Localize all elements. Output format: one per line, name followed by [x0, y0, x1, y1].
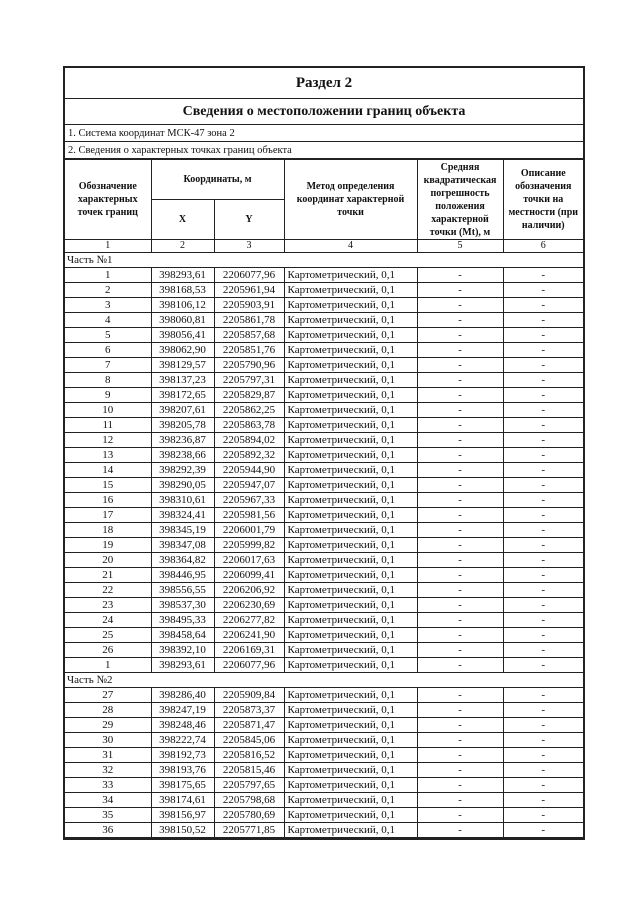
column-number: 1 [65, 240, 151, 253]
description-cell: - [503, 598, 583, 613]
description-cell: - [503, 508, 583, 523]
method-cell: Картометрический, 0,1 [284, 508, 417, 523]
error-cell: - [417, 478, 503, 493]
column-number: 6 [503, 240, 583, 253]
error-cell: - [417, 778, 503, 793]
method-cell: Картометрический, 0,1 [284, 628, 417, 643]
column-number: 4 [284, 240, 417, 253]
table-row [65, 748, 583, 763]
error-cell: - [417, 763, 503, 778]
coord-x: 398137,23 [151, 373, 214, 388]
column-number-row [65, 240, 583, 253]
point-number: 19 [65, 538, 151, 553]
table-row [65, 718, 583, 733]
method-cell: Картометрический, 0,1 [284, 463, 417, 478]
table-row [65, 403, 583, 418]
method-cell: Картометрический, 0,1 [284, 553, 417, 568]
coord-x: 398192,73 [151, 748, 214, 763]
description-cell: - [503, 418, 583, 433]
error-cell: - [417, 718, 503, 733]
table-row [65, 433, 583, 448]
coord-y: 2206001,79 [214, 523, 284, 538]
coord-x: 398446,95 [151, 568, 214, 583]
coord-y: 2205903,91 [214, 298, 284, 313]
error-cell: - [417, 793, 503, 808]
description-cell: - [503, 778, 583, 793]
table-row [65, 343, 583, 358]
coord-x: 398207,61 [151, 403, 214, 418]
table-row [65, 553, 583, 568]
part-label: Часть №2 [65, 673, 583, 688]
description-cell: - [503, 343, 583, 358]
point-number: 21 [65, 568, 151, 583]
coord-x: 398106,12 [151, 298, 214, 313]
method-cell: Картометрический, 0,1 [284, 358, 417, 373]
point-number: 4 [65, 313, 151, 328]
table-row [65, 448, 583, 463]
point-number: 36 [65, 823, 151, 838]
method-cell: Картометрический, 0,1 [284, 523, 417, 538]
description-cell: - [503, 523, 583, 538]
table-row [65, 568, 583, 583]
method-cell: Картометрический, 0,1 [284, 388, 417, 403]
point-number: 20 [65, 553, 151, 568]
point-number: 35 [65, 808, 151, 823]
coord-y: 2205861,78 [214, 313, 284, 328]
part-header-row [65, 253, 583, 268]
coord-y: 2206241,90 [214, 628, 284, 643]
description-cell: - [503, 478, 583, 493]
method-cell: Картометрический, 0,1 [284, 808, 417, 823]
coord-x: 398292,39 [151, 463, 214, 478]
coord-y: 2205947,07 [214, 478, 284, 493]
table-row [65, 778, 583, 793]
error-cell: - [417, 298, 503, 313]
point-number: 12 [65, 433, 151, 448]
coord-x: 398174,61 [151, 793, 214, 808]
error-cell: - [417, 823, 503, 838]
description-cell: - [503, 688, 583, 703]
point-number: 29 [65, 718, 151, 733]
description-cell: - [503, 583, 583, 598]
coord-x: 398310,61 [151, 493, 214, 508]
table-row [65, 523, 583, 538]
table-row [65, 283, 583, 298]
header-error: Средняя квадратическая погрешность положения характерной точки (Mt), м [417, 160, 503, 240]
point-number: 17 [65, 508, 151, 523]
coord-x: 398286,40 [151, 688, 214, 703]
point-number: 14 [65, 463, 151, 478]
error-cell: - [417, 493, 503, 508]
coord-y: 2205797,65 [214, 778, 284, 793]
point-number: 7 [65, 358, 151, 373]
coord-x: 398248,46 [151, 718, 214, 733]
error-cell: - [417, 358, 503, 373]
coord-y: 2205790,96 [214, 358, 284, 373]
coord-x: 398156,97 [151, 808, 214, 823]
point-number: 18 [65, 523, 151, 538]
point-number: 9 [65, 388, 151, 403]
method-cell: Картометрический, 0,1 [284, 328, 417, 343]
coord-y: 2205815,46 [214, 763, 284, 778]
part-label: Часть №1 [65, 253, 583, 268]
coord-x: 398056,41 [151, 328, 214, 343]
error-cell: - [417, 643, 503, 658]
coord-y: 2205909,84 [214, 688, 284, 703]
coord-y: 2205829,87 [214, 388, 284, 403]
description-cell: - [503, 568, 583, 583]
method-cell: Картометрический, 0,1 [284, 748, 417, 763]
table-row [65, 463, 583, 478]
coord-y: 2205863,78 [214, 418, 284, 433]
coord-x: 398168,53 [151, 283, 214, 298]
coord-y: 2206277,82 [214, 613, 284, 628]
coord-x: 398290,05 [151, 478, 214, 493]
error-cell: - [417, 748, 503, 763]
coord-y: 2206077,96 [214, 658, 284, 673]
coord-y: 2206206,92 [214, 583, 284, 598]
description-cell: - [503, 313, 583, 328]
error-cell: - [417, 583, 503, 598]
coord-x: 398458,64 [151, 628, 214, 643]
column-number: 3 [214, 240, 284, 253]
error-cell: - [417, 268, 503, 283]
coord-y: 2205873,37 [214, 703, 284, 718]
point-number: 32 [65, 763, 151, 778]
coord-x: 398062,90 [151, 343, 214, 358]
method-cell: Картометрический, 0,1 [284, 343, 417, 358]
section-title: Раздел 2 [65, 68, 583, 99]
error-cell: - [417, 568, 503, 583]
description-cell: - [503, 823, 583, 838]
point-number: 34 [65, 793, 151, 808]
description-cell: - [503, 403, 583, 418]
error-cell: - [417, 373, 503, 388]
error-cell: - [417, 733, 503, 748]
method-cell: Картометрический, 0,1 [284, 643, 417, 658]
coordinate-system-line: 1. Система координат МСК-47 зона 2 [65, 125, 583, 142]
table-row [65, 613, 583, 628]
coord-x: 398556,55 [151, 583, 214, 598]
point-number: 1 [65, 658, 151, 673]
point-number: 28 [65, 703, 151, 718]
method-cell: Картометрический, 0,1 [284, 778, 417, 793]
header-method: Метод определения координат характерной точки [284, 160, 417, 240]
point-number: 2 [65, 283, 151, 298]
table-row [65, 793, 583, 808]
point-number: 26 [65, 643, 151, 658]
method-cell: Картометрический, 0,1 [284, 418, 417, 433]
table-row [65, 733, 583, 748]
boundary-points-table [65, 159, 583, 838]
description-cell: - [503, 628, 583, 643]
method-cell: Картометрический, 0,1 [284, 823, 417, 838]
coord-y: 2205894,02 [214, 433, 284, 448]
table-body [65, 253, 583, 838]
point-number: 27 [65, 688, 151, 703]
coord-y: 2206099,41 [214, 568, 284, 583]
point-number: 3 [65, 298, 151, 313]
error-cell: - [417, 613, 503, 628]
point-number: 8 [65, 373, 151, 388]
coord-x: 398172,65 [151, 388, 214, 403]
coord-y: 2206017,63 [214, 553, 284, 568]
coord-x: 398150,52 [151, 823, 214, 838]
document-page [63, 66, 585, 840]
method-cell: Картометрический, 0,1 [284, 703, 417, 718]
method-cell: Картометрический, 0,1 [284, 373, 417, 388]
point-number: 10 [65, 403, 151, 418]
method-cell: Картометрический, 0,1 [284, 448, 417, 463]
point-number: 6 [65, 343, 151, 358]
coord-y: 2205780,69 [214, 808, 284, 823]
coord-y: 2206169,31 [214, 643, 284, 658]
table-row [65, 643, 583, 658]
coord-y: 2205871,47 [214, 718, 284, 733]
description-cell: - [503, 718, 583, 733]
method-cell: Картометрический, 0,1 [284, 658, 417, 673]
coord-y: 2206230,69 [214, 598, 284, 613]
error-cell: - [417, 658, 503, 673]
table-row [65, 598, 583, 613]
description-cell: - [503, 268, 583, 283]
coord-x: 398345,19 [151, 523, 214, 538]
table-row [65, 313, 583, 328]
error-cell: - [417, 448, 503, 463]
coord-y: 2205862,25 [214, 403, 284, 418]
coord-y: 2205851,76 [214, 343, 284, 358]
description-cell: - [503, 763, 583, 778]
table-row [65, 418, 583, 433]
error-cell: - [417, 598, 503, 613]
description-cell: - [503, 463, 583, 478]
column-number: 2 [151, 240, 214, 253]
point-number: 33 [65, 778, 151, 793]
error-cell: - [417, 538, 503, 553]
error-cell: - [417, 343, 503, 358]
description-cell: - [503, 283, 583, 298]
coord-y: 2205967,33 [214, 493, 284, 508]
description-cell: - [503, 433, 583, 448]
error-cell: - [417, 433, 503, 448]
method-cell: Картометрический, 0,1 [284, 598, 417, 613]
table-row [65, 268, 583, 283]
table-row [65, 358, 583, 373]
method-cell: Картометрический, 0,1 [284, 493, 417, 508]
point-number: 31 [65, 748, 151, 763]
table-row [65, 808, 583, 823]
method-cell: Картометрический, 0,1 [284, 718, 417, 733]
method-cell: Картометрический, 0,1 [284, 283, 417, 298]
coord-x: 398236,87 [151, 433, 214, 448]
description-cell: - [503, 748, 583, 763]
table-row [65, 478, 583, 493]
column-number: 5 [417, 240, 503, 253]
point-number: 24 [65, 613, 151, 628]
table-row [65, 508, 583, 523]
description-cell: - [503, 658, 583, 673]
coord-x: 398392,10 [151, 643, 214, 658]
point-number: 15 [65, 478, 151, 493]
coord-y: 2205981,56 [214, 508, 284, 523]
coord-x: 398247,19 [151, 703, 214, 718]
coord-x: 398293,61 [151, 268, 214, 283]
coord-x: 398537,30 [151, 598, 214, 613]
coord-x: 398060,81 [151, 313, 214, 328]
header-x: X [151, 200, 214, 240]
table-row [65, 583, 583, 598]
coord-x: 398222,74 [151, 733, 214, 748]
coord-x: 398205,78 [151, 418, 214, 433]
coord-y: 2205845,06 [214, 733, 284, 748]
header-designation: Обозначение характерных точек границ [65, 160, 151, 240]
coord-y: 2205961,94 [214, 283, 284, 298]
error-cell: - [417, 283, 503, 298]
coord-y: 2205797,31 [214, 373, 284, 388]
method-cell: Картометрический, 0,1 [284, 583, 417, 598]
point-number: 30 [65, 733, 151, 748]
coord-x: 398193,76 [151, 763, 214, 778]
part-header-row [65, 673, 583, 688]
description-cell: - [503, 793, 583, 808]
coord-x: 398293,61 [151, 658, 214, 673]
description-cell: - [503, 388, 583, 403]
point-number: 1 [65, 268, 151, 283]
method-cell: Картометрический, 0,1 [284, 568, 417, 583]
method-cell: Картометрический, 0,1 [284, 688, 417, 703]
coord-y: 2205999,82 [214, 538, 284, 553]
error-cell: - [417, 508, 503, 523]
table-row [65, 493, 583, 508]
method-cell: Картометрический, 0,1 [284, 763, 417, 778]
error-cell: - [417, 313, 503, 328]
description-cell: - [503, 703, 583, 718]
method-cell: Картометрический, 0,1 [284, 433, 417, 448]
method-cell: Картометрический, 0,1 [284, 478, 417, 493]
method-cell: Картометрический, 0,1 [284, 733, 417, 748]
coord-x: 398347,08 [151, 538, 214, 553]
table-row [65, 388, 583, 403]
coord-y: 2205857,68 [214, 328, 284, 343]
coord-y: 2206077,96 [214, 268, 284, 283]
error-cell: - [417, 628, 503, 643]
method-cell: Картометрический, 0,1 [284, 268, 417, 283]
point-number: 13 [65, 448, 151, 463]
error-cell: - [417, 688, 503, 703]
error-cell: - [417, 388, 503, 403]
header-coordinates: Координаты, м [151, 160, 284, 200]
method-cell: Картометрический, 0,1 [284, 403, 417, 418]
coord-x: 398129,57 [151, 358, 214, 373]
points-info-line: 2. Сведения о характерных точках границ объекта [65, 142, 583, 159]
coord-y: 2205944,90 [214, 463, 284, 478]
coord-y: 2205771,85 [214, 823, 284, 838]
table-row [65, 628, 583, 643]
description-cell: - [503, 538, 583, 553]
description-cell: - [503, 448, 583, 463]
method-cell: Картометрический, 0,1 [284, 313, 417, 328]
coord-x: 398175,65 [151, 778, 214, 793]
error-cell: - [417, 703, 503, 718]
description-cell: - [503, 373, 583, 388]
table-row [65, 373, 583, 388]
description-cell: - [503, 733, 583, 748]
table-row [65, 298, 583, 313]
coord-x: 398238,66 [151, 448, 214, 463]
table-row [65, 328, 583, 343]
description-cell: - [503, 358, 583, 373]
error-cell: - [417, 403, 503, 418]
document-title: Сведения о местоположении границ объекта [65, 99, 583, 125]
description-cell: - [503, 643, 583, 658]
header-y: Y [214, 200, 284, 240]
point-number: 16 [65, 493, 151, 508]
point-number: 25 [65, 628, 151, 643]
description-cell: - [503, 613, 583, 628]
table-row [65, 703, 583, 718]
coord-y: 2205798,68 [214, 793, 284, 808]
error-cell: - [417, 553, 503, 568]
description-cell: - [503, 808, 583, 823]
description-cell: - [503, 328, 583, 343]
table-row [65, 763, 583, 778]
coord-y: 2205816,52 [214, 748, 284, 763]
point-number: 5 [65, 328, 151, 343]
coord-y: 2205892,32 [214, 448, 284, 463]
error-cell: - [417, 808, 503, 823]
coord-x: 398324,41 [151, 508, 214, 523]
table-row [65, 538, 583, 553]
error-cell: - [417, 463, 503, 478]
description-cell: - [503, 553, 583, 568]
table-row [65, 688, 583, 703]
method-cell: Картометрический, 0,1 [284, 538, 417, 553]
point-number: 22 [65, 583, 151, 598]
error-cell: - [417, 523, 503, 538]
point-number: 11 [65, 418, 151, 433]
header-description: Описание обозначения точки на местности (при наличии) [503, 160, 583, 240]
method-cell: Картометрический, 0,1 [284, 298, 417, 313]
method-cell: Картометрический, 0,1 [284, 793, 417, 808]
coord-x: 398364,82 [151, 553, 214, 568]
method-cell: Картометрический, 0,1 [284, 613, 417, 628]
description-cell: - [503, 493, 583, 508]
coord-x: 398495,33 [151, 613, 214, 628]
point-number: 23 [65, 598, 151, 613]
table-row [65, 823, 583, 838]
error-cell: - [417, 328, 503, 343]
table-row [65, 658, 583, 673]
error-cell: - [417, 418, 503, 433]
description-cell: - [503, 298, 583, 313]
